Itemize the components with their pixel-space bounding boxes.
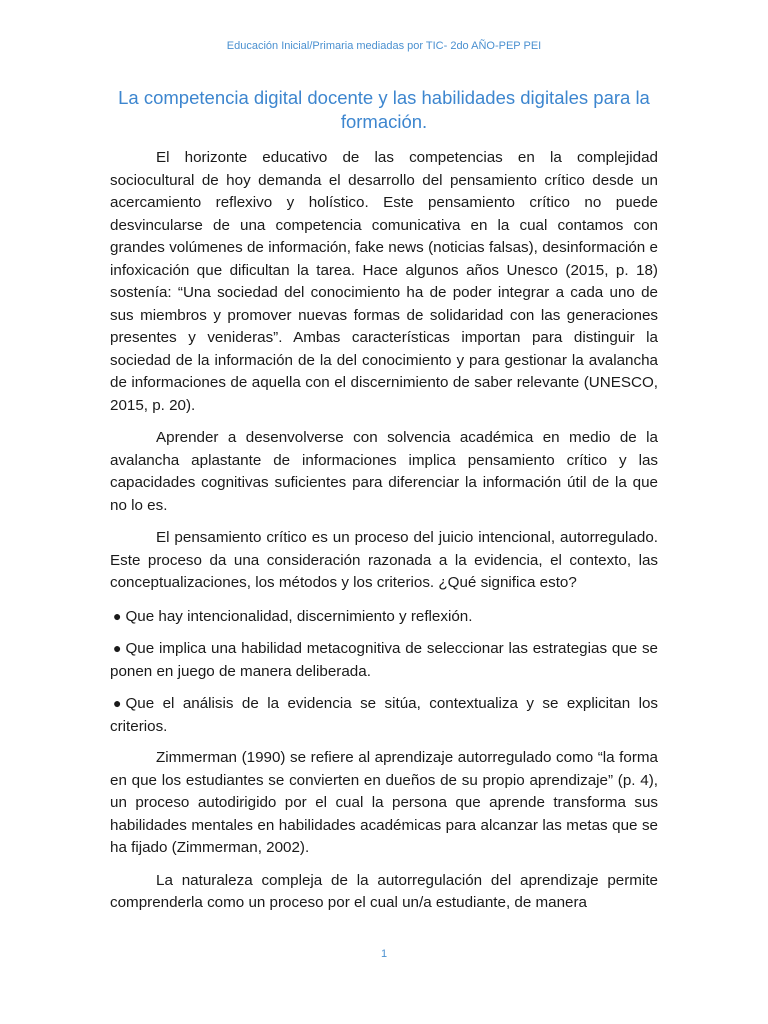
bullet-text: Que hay intencionalidad, discernimiento y reflexión.: [125, 607, 473, 625]
bullet-icon: ●: [113, 607, 122, 624]
bullet-item: [110, 692, 658, 738]
paragraph-autorregulacion: La naturaleza compleja de la autorregulación del aprendizaje permite comprenderla como un proceso por el cual un/a estudiante, de manera: [110, 871, 658, 911]
bullet-icon: ●: [113, 695, 122, 711]
bullet-item: [110, 605, 658, 629]
paragraph-competencias: El horizonte educativo de las competencias en la complejidad sociocultural de hoy demanda el desarrollo del pensamiento crítico desde un acercamiento reflexivo y holístico. Este pensamiento crítico no puede desvincularse de una competencia comunicativa en la cual contamos con grandes volúmenes de información, fake news (noticias falsas), desinformación e infoxicación que dificultan la tarea. Hace algunos años Unesco (2015, p. 18) sostenía: “Una sociedad del conocimiento ha de poder integrar a cada uno de sus miembros y promover nuevas formas de solidaridad con las generaciones presentes y venideras”. Ambas características importan para distinguir la sociedad de la información de la del conocimiento y para gestionar la avalancha de informaciones de aquella con el discernimiento de saber relevante (UNESCO, 2015, p. 20).: [110, 149, 658, 414]
page-header: Educación Inicial/Primaria mediadas por TIC- 2do AÑO-PEP PEI: [226, 40, 542, 52]
bullet-text: Que el análisis de la evidencia se sitúa, contextualiza y se explicitan los criterios.: [110, 695, 658, 735]
paragraph-zimmerman: Zimmerman (1990) se refiere al aprendizaje autorregulado como “la forma en que los estudiantes se convierten en dueños de su propio aprendizaje” (p. 4), un proceso autodirigido por el cual la persona que aprende transforma sus habilidades mentales en habilidades académicas para alcanzar las metas que se ha fijado (Zimmerman, 2002).: [110, 749, 658, 856]
page-number: 1: [380, 948, 388, 960]
paragraph-solvencia: Aprender a desenvolverse con solvencia académica en medio de la avalancha aplastante de informaciones implica pensamiento crítico y las capacidades cognitivas suficientes para diferenciar la información útil de la que no lo es.: [110, 429, 658, 514]
bullet-text: Que implica una habilidad metacognitiva de seleccionar las estrategias que se ponen en juego de manera deliberada.: [110, 640, 658, 680]
bullet-icon: ●: [113, 640, 122, 656]
paragraph-pensamiento-critico: El pensamiento crítico es un proceso del juicio intencional, autorregulado. Este proceso da una consideración razonada a la evidencia, el contexto, las conceptualizaciones, los métodos y los criterios. ¿Qué significa esto?: [110, 529, 658, 591]
bullet-item: [110, 637, 658, 683]
document-title: La competencia digital docente y las habilidades digitales para la formación.: [118, 87, 650, 132]
document-body: [110, 147, 658, 915]
